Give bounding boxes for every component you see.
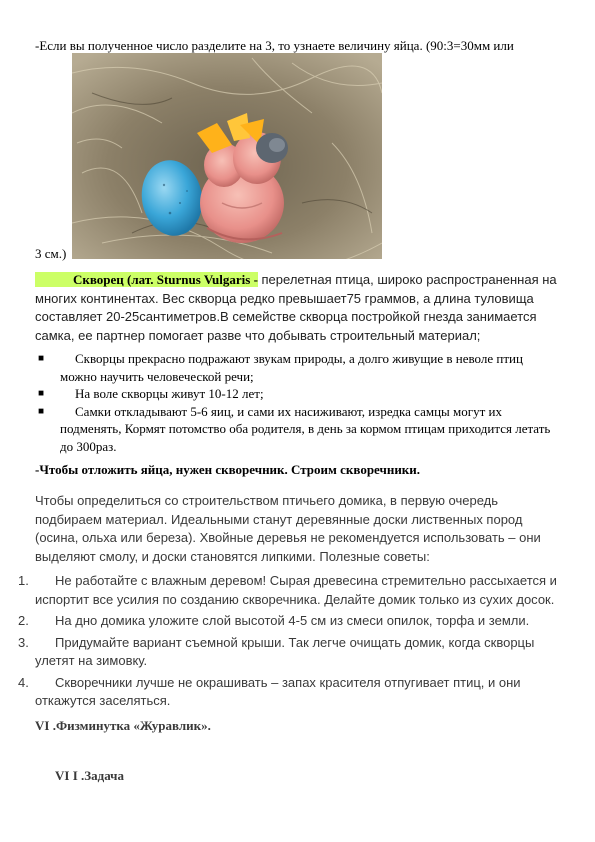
bullet-icon: ■ (38, 388, 45, 399)
bullet-icon: ■ (38, 353, 45, 364)
list-item: 1. Не работайте с влажным деревом! Сырая древесина стремительно рассыхается и испортит все усилия по созданию скворечника. Делайте домик только из сухих досок. (18, 573, 557, 607)
intro-continuation: 3 см.) (35, 246, 67, 261)
section-task: VI I .Задача (55, 768, 125, 783)
list-item: 4. Скворечники лучше не окрашивать – запах красителя отпугивает птиц, и они откажутся заселяться. (18, 674, 521, 708)
intro-line: -Если вы полученное число разделите на 3, то узнаете величину яйца. (90:3=30мм или (35, 38, 514, 53)
list-item: ■ Самки откладывают 5-6 яиц, и сами их насиживают, изредка самцы могут их подменять, Кормят потомство оба родителя, в день за кормом птицам приходится летать до 300раз. (38, 403, 551, 454)
section-fizminutka: VI .Физминутка «Журавлик». (35, 718, 211, 733)
starling-text: перелетная птица, широко распространенная на многих континентах. Вес скворца редко превышает75 граммов, а длина туловища составляет 20-25сантиметров.В семействе скворца постройкой гнезда занимается самка, ее партнер помогает разве что добывать строительный материал; (35, 272, 557, 343)
list-item: 3. Придумайте вариант съемной крыши. Так легче очищать домик, когда скворцы улетят на зимовку. (18, 634, 535, 668)
tips-list (0, 572, 560, 714)
list-item: 2. На дно домика уложите слой высотой 4-5 см из смеси опилок, торфа и земли. (18, 613, 530, 628)
build-heading: -Чтобы отложить яйца, нужен скворечник. Строим скворечники. (35, 462, 421, 477)
starling-paragraph (35, 271, 560, 345)
bullet-icon: ■ (38, 405, 45, 417)
build-paragraph: Чтобы определиться со строительством птичьего домика, в первую очередь подбираем материал. Идеальными станут деревянные доски лиственных пород (осина, ольха или береза). Хвойные деревья не рекомендуется использовать – они выделяют смолу, и доски становятся липкими. Полезные советы: (35, 493, 541, 564)
nest-photo (72, 53, 382, 259)
starling-highlight: Скворец (лат. Sturnus Vulgaris - (35, 272, 258, 287)
list-item: ■ Скворцы прекрасно подражают звукам природы, а долго живущие в неволе птиц можно научить человеческой речи; (38, 351, 523, 384)
facts-list (35, 350, 560, 455)
list-item: ■ На воле скворцы живут 10-12 лет; (38, 386, 264, 401)
